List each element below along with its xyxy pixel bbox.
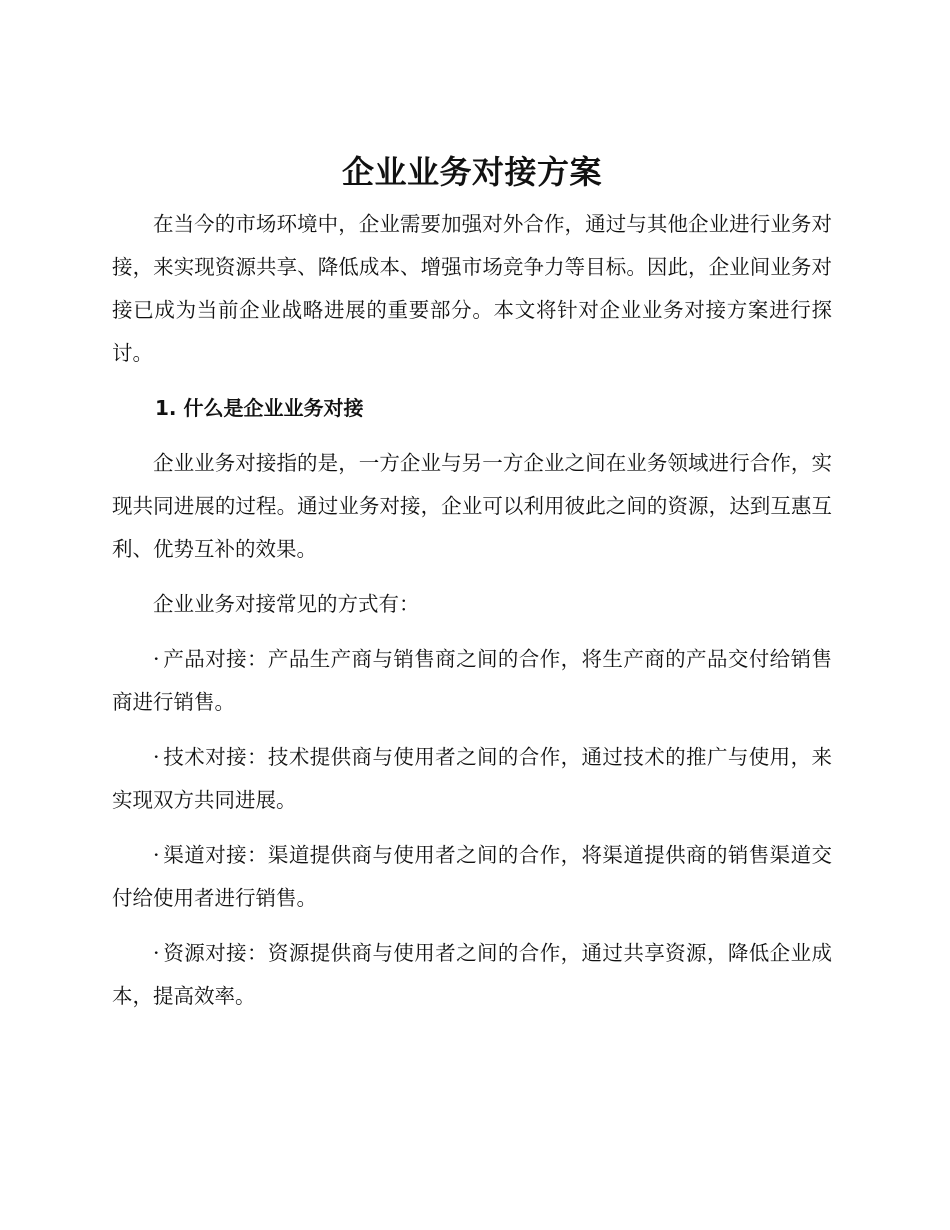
method-text: 资源对接：资源提供商与使用者之间的合作，通过共享资源，降低企业成本，提高效率。 [112,941,832,1008]
bullet-dot: · [153,647,160,671]
method-item-channel [112,834,832,920]
definition-paragraph: 企业业务对接指的是，一方企业与另一方企业之间在业务领域进行合作，实现共同进展的过程。通过业务对接，企业可以利用彼此之间的资源，达到互惠互利、优势互补的效果。 [112,451,832,561]
document-body [112,147,832,1030]
method-text: 产品对接：产品生产商与销售商之间的合作，将生产商的产品交付给销售商进行销售。 [112,647,832,714]
intro-paragraph: 在当今的市场环境中，企业需要加强对外合作，通过与其他企业进行业务对接，来实现资源共享、降低成本、增强市场竞争力等目标。因此，企业间业务对接已成为当前企业战略进展的重要部分。本文将针对企业业务对接方案进行探讨。 [112,212,832,365]
bullet-dot: · [153,941,160,965]
method-item-product [112,638,832,724]
bullet-dot: · [153,843,160,867]
section-heading: 1. 什么是企业业务对接 [155,396,364,420]
method-text: 技术对接：技术提供商与使用者之间的合作，通过技术的推广与使用，来实现双方共同进展。 [112,745,832,812]
method-text: 渠道对接：渠道提供商与使用者之间的合作，将渠道提供商的销售渠道交付给使用者进行销售。 [112,843,832,910]
method-item-technology [112,736,832,822]
method-item-resource [112,932,832,1018]
bullet-dot: · [153,745,160,769]
document-title: 企业业务对接方案 [341,153,602,191]
methods-intro-paragraph: 企业业务对接常见的方式有： [153,592,420,616]
